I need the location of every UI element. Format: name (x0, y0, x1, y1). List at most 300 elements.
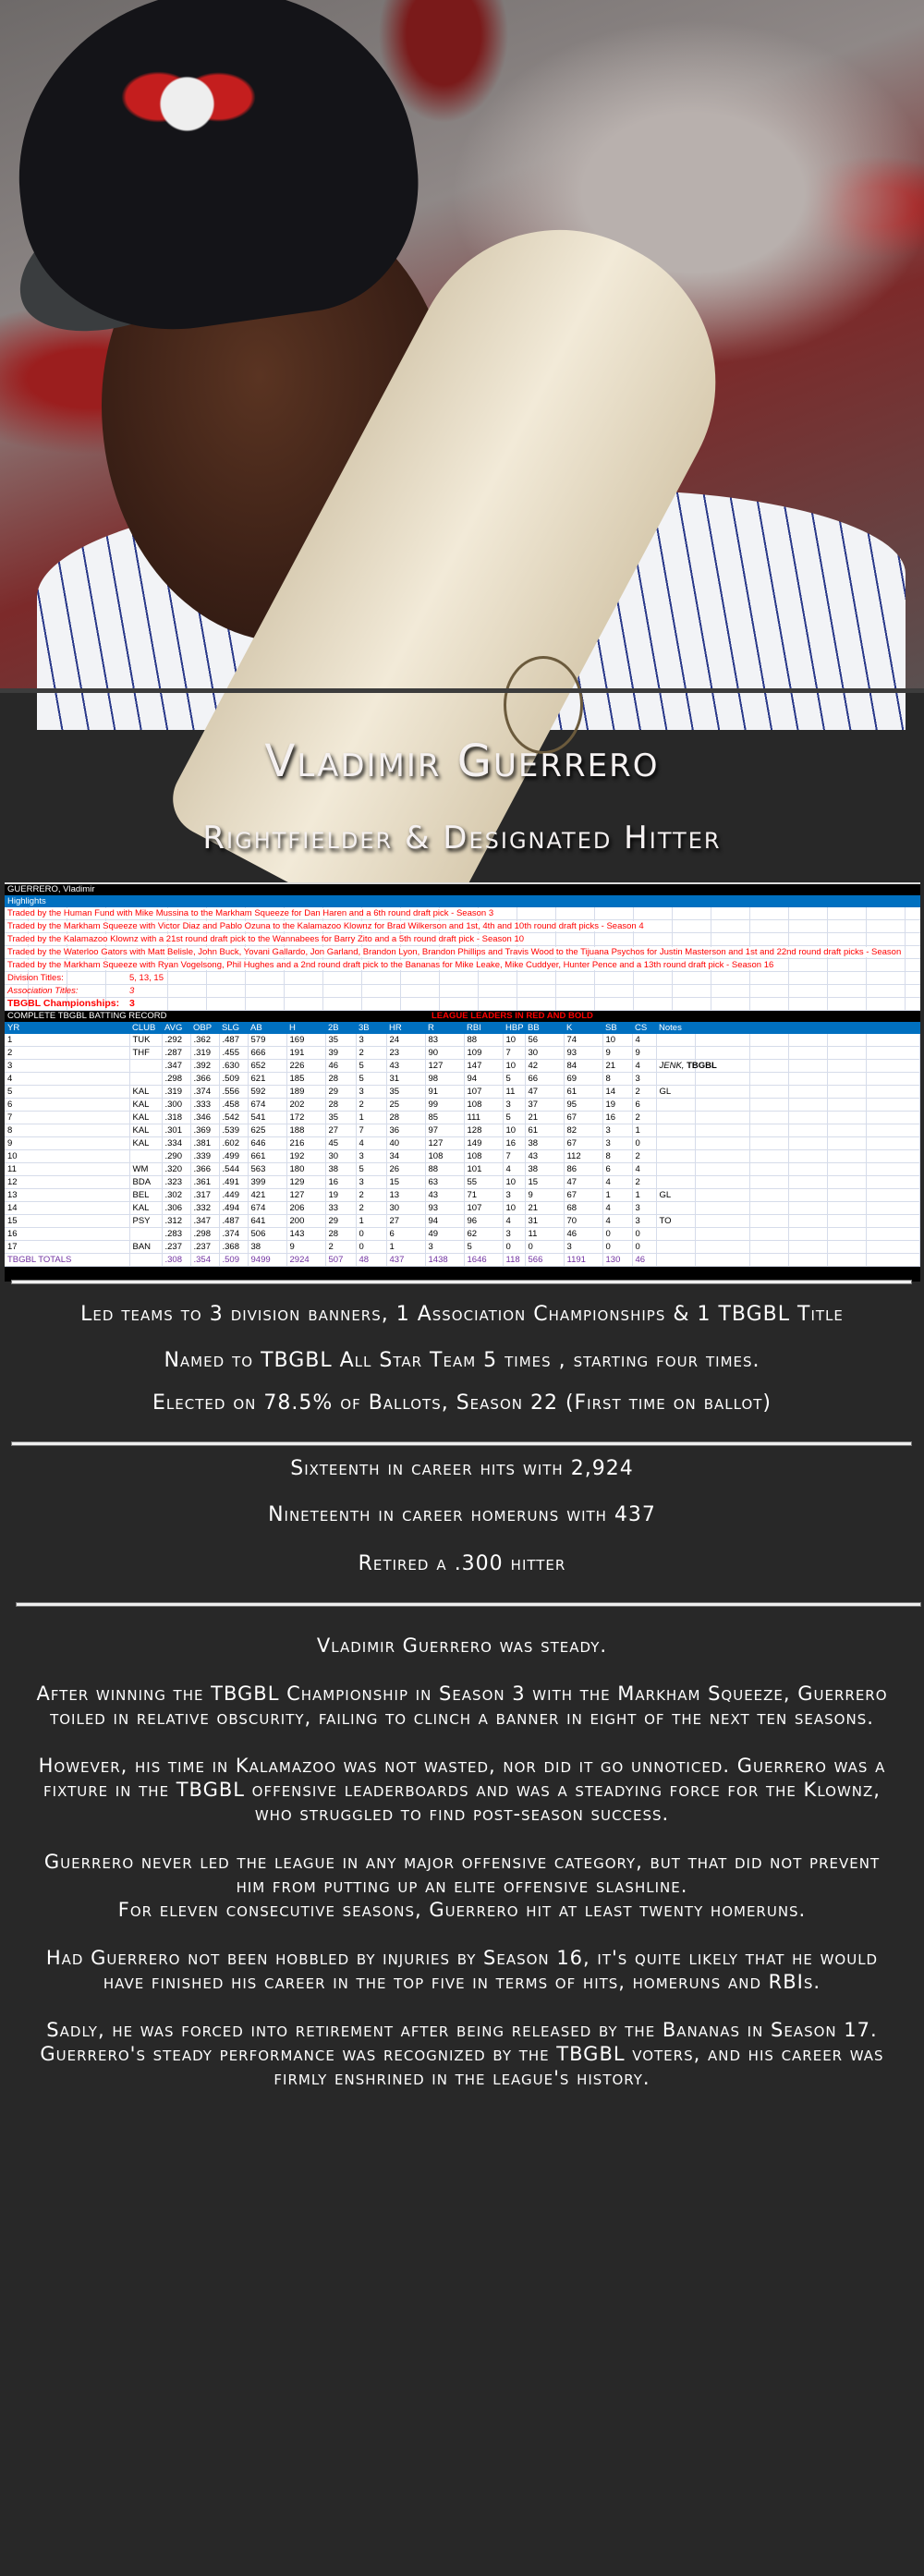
table-cell: 5 (5, 1086, 129, 1099)
table-cell: .301 (162, 1124, 190, 1137)
table-cell: .455 (219, 1047, 248, 1060)
ranking-line: Sixteenth in career hits with 2,924 (290, 1457, 634, 1480)
table-row (5, 1047, 920, 1060)
division-titles-row (5, 972, 920, 985)
table-cell: KAL (129, 1086, 162, 1099)
table-cell: .392 (190, 1060, 219, 1073)
table-cell (656, 1228, 695, 1241)
table-cell (827, 1228, 866, 1241)
table-cell (788, 1112, 827, 1124)
table-cell (749, 1112, 788, 1124)
table-cell: 16 (325, 1176, 356, 1189)
table-cell (788, 1086, 827, 1099)
table-cell: KAL (129, 1112, 162, 1124)
table-cell: 2 (632, 1150, 656, 1163)
table-cell: .347 (162, 1060, 190, 1073)
table-cell: 86 (564, 1163, 602, 1176)
table-cell: 88 (425, 1163, 464, 1176)
table-cell: 30 (525, 1047, 564, 1060)
table-cell: 39 (325, 1047, 356, 1060)
table-cell: .317 (190, 1189, 219, 1202)
table-cell: 107 (464, 1086, 503, 1099)
column-header: HBP (503, 1022, 525, 1034)
table-cell: 38 (525, 1163, 564, 1176)
table-cell (656, 1241, 695, 1254)
table-cell: 3 (632, 1073, 656, 1086)
narrative-paragraph: Guerrero never led the league in any major offensive category, but that did not prevent him from putting up an elite offensive slashline. (43, 1851, 881, 1897)
table-cell: 15 (5, 1215, 129, 1228)
table-cell (656, 1124, 695, 1137)
association-titles-value: 3 (129, 986, 135, 996)
table-cell: 4 (602, 1176, 632, 1189)
table-cell: 127 (425, 1137, 464, 1150)
table-cell: 129 (286, 1176, 325, 1189)
table-cell: 579 (248, 1034, 286, 1047)
table-cell: 62 (464, 1228, 503, 1241)
table-cell: .318 (162, 1112, 190, 1124)
table-cell: BEL (129, 1189, 162, 1202)
table-cell: 3 (356, 1034, 386, 1047)
table-row (5, 1228, 920, 1241)
table-cell: 661 (248, 1150, 286, 1163)
table-cell: .362 (190, 1034, 219, 1047)
table-cell: BDA (129, 1176, 162, 1189)
table-cell (656, 1254, 695, 1267)
table-cell: PSY (129, 1215, 162, 1228)
table-cell: 3 (602, 1124, 632, 1137)
table-cell: 28 (325, 1099, 356, 1112)
table-cell (788, 1099, 827, 1112)
table-cell: 9 (632, 1047, 656, 1060)
column-header (866, 1022, 920, 1034)
table-cell: .509 (219, 1073, 248, 1086)
table-cell: .369 (190, 1124, 219, 1137)
table-cell: 2 (356, 1202, 386, 1215)
table-cell (749, 1176, 788, 1189)
photo-divider (0, 688, 924, 693)
table-cell: 674 (248, 1202, 286, 1215)
table-cell (827, 1099, 866, 1112)
table-cell: 10 (503, 1124, 525, 1137)
accolade-line: Elected on 78.5% of Ballots, Season 22 (First time on ballot) (152, 1391, 772, 1415)
table-cell: 101 (464, 1163, 503, 1176)
table-cell: 9 (525, 1189, 564, 1202)
table-cell: 127 (425, 1060, 464, 1073)
table-cell (827, 1034, 866, 1047)
table-cell: 507 (325, 1254, 356, 1267)
table-cell: 28 (325, 1073, 356, 1086)
table-cell: 1 (5, 1034, 129, 1047)
table-cell: .487 (219, 1215, 248, 1228)
table-cell (656, 1060, 717, 1073)
table-cell: 7 (356, 1124, 386, 1137)
table-cell: 111 (464, 1112, 503, 1124)
table-cell: 1 (632, 1189, 656, 1202)
table-cell: 108 (425, 1150, 464, 1163)
table-cell: 15 (525, 1176, 564, 1189)
player-photo (0, 0, 924, 688)
association-titles-label: Association Titles: (7, 986, 79, 996)
table-cell: KAL (129, 1099, 162, 1112)
table-cell: 3 (356, 1176, 386, 1189)
table-cell: .323 (162, 1176, 190, 1189)
table-cell: TBGBL TOTALS (5, 1254, 129, 1267)
table-cell: 5 (503, 1112, 525, 1124)
table-cell: .302 (162, 1189, 190, 1202)
table-cell: 6 (386, 1228, 425, 1241)
table-cell: .300 (162, 1099, 190, 1112)
table-cell: 5 (356, 1060, 386, 1073)
table-cell (788, 1215, 827, 1228)
table-cell: 23 (386, 1047, 425, 1060)
table-cell: .334 (162, 1137, 190, 1150)
table-cell: 63 (425, 1176, 464, 1189)
table-cell: 7 (503, 1047, 525, 1060)
table-cell (866, 1202, 920, 1215)
table-cell (749, 1073, 788, 1086)
table-cell (656, 1163, 695, 1176)
table-cell (788, 1073, 827, 1086)
league-leaders-note: LEAGUE LEADERS IN RED AND BOLD (432, 1011, 593, 1021)
player-position: Rightfielder & Designated Hitter (202, 820, 722, 857)
table-cell (695, 1137, 749, 1150)
table-cell: 147 (464, 1060, 503, 1073)
table-cell: 2924 (286, 1254, 325, 1267)
table-cell: 82 (564, 1124, 602, 1137)
table-row (5, 1086, 920, 1099)
table-cell (827, 1202, 866, 1215)
table-cell: 180 (286, 1163, 325, 1176)
table-cell: GL (656, 1086, 695, 1099)
table-cell (695, 1124, 749, 1137)
table-cell: 674 (248, 1099, 286, 1112)
table-cell: 563 (248, 1163, 286, 1176)
table-cell: 46 (325, 1060, 356, 1073)
table-cell: 2 (356, 1189, 386, 1202)
highlights-header: Highlights (5, 895, 920, 907)
table-cell (788, 1060, 827, 1073)
table-cell: 30 (386, 1202, 425, 1215)
table-cell: 7 (503, 1150, 525, 1163)
table-cell: BAN (129, 1241, 162, 1254)
table-row (5, 1112, 920, 1124)
table-cell: 108 (464, 1150, 503, 1163)
column-header: SB (602, 1022, 632, 1034)
table-cell (695, 1202, 749, 1215)
table-cell: .287 (162, 1047, 190, 1060)
column-header: CS (632, 1022, 656, 1034)
table-cell: .354 (190, 1254, 219, 1267)
table-cell (866, 1047, 920, 1060)
table-cell: 4 (632, 1163, 656, 1176)
column-header: AB (248, 1022, 286, 1034)
table-cell: 1646 (464, 1254, 503, 1267)
table-cell: 641 (248, 1215, 286, 1228)
table-cell: 1 (632, 1124, 656, 1137)
table-cell (749, 1124, 788, 1137)
table-cell: 67 (564, 1189, 602, 1202)
table-cell: 88 (464, 1034, 503, 1047)
table-cell: 0 (602, 1241, 632, 1254)
table-cell: 67 (564, 1137, 602, 1150)
column-header: SLG (219, 1022, 248, 1034)
table-cell: 2 (356, 1099, 386, 1112)
table-cell: .346 (190, 1112, 219, 1124)
divider-rule (11, 1441, 912, 1446)
table-cell (827, 1060, 866, 1073)
divider-rule (11, 1280, 912, 1284)
table-cell: 0 (503, 1241, 525, 1254)
table-cell (788, 1137, 827, 1150)
table-cell: 31 (386, 1073, 425, 1086)
table-cell: 206 (286, 1202, 325, 1215)
table-cell (129, 1228, 162, 1241)
table-cell: 5 (356, 1073, 386, 1086)
table-cell (749, 1137, 788, 1150)
table-cell: 38 (325, 1163, 356, 1176)
table-cell: 109 (464, 1047, 503, 1060)
table-cell (827, 1086, 866, 1099)
table-cell: .544 (219, 1163, 248, 1176)
batting-record-title: COMPLETE TBGBL BATTING RECORD (7, 1011, 167, 1021)
table-cell: 621 (248, 1073, 286, 1086)
column-header: YR (5, 1022, 129, 1034)
table-cell: 5 (464, 1241, 503, 1254)
table-cell (827, 1176, 866, 1189)
table-cell: .449 (219, 1189, 248, 1202)
table-cell: 8 (602, 1073, 632, 1086)
table-cell (656, 1034, 695, 1047)
table-cell (656, 1099, 695, 1112)
table-cell (656, 1176, 695, 1189)
table-cell: 8 (602, 1150, 632, 1163)
table-cell: 5 (503, 1073, 525, 1086)
table-cell: 28 (386, 1112, 425, 1124)
table-row (5, 1215, 920, 1228)
table-cell: .361 (190, 1176, 219, 1189)
table-cell: 107 (464, 1202, 503, 1215)
table-cell: 14 (602, 1086, 632, 1099)
table-cell: .491 (219, 1176, 248, 1189)
table-cell: 47 (564, 1176, 602, 1189)
highlight-row (5, 959, 920, 972)
narrative-paragraph: After winning the TBGBL Championship in Season 3 with the Markham Squeeze, Guerrero toiled in relative obscurity, failing to clinch a banner in eight of the next ten seasons. (36, 1683, 888, 1729)
table-cell: 1 (602, 1189, 632, 1202)
table-cell (129, 1254, 162, 1267)
table-cell: 95 (564, 1099, 602, 1112)
table-cell (695, 1047, 749, 1060)
table-cell: 74 (564, 1034, 602, 1047)
table-cell (827, 1112, 866, 1124)
accolade-line: Named to TBGBL All Star Team 5 times , starting four times. (164, 1349, 760, 1372)
table-cell: .298 (190, 1228, 219, 1241)
table-cell (866, 1137, 920, 1150)
table-cell (827, 1047, 866, 1060)
table-cell: 6 (632, 1099, 656, 1112)
table-cell: 652 (248, 1060, 286, 1073)
table-cell: 0 (525, 1241, 564, 1254)
table-row (5, 1034, 920, 1047)
table-cell: 11 (5, 1163, 129, 1176)
table-cell: .290 (162, 1150, 190, 1163)
table-cell (866, 1189, 920, 1202)
table-cell: .366 (190, 1163, 219, 1176)
table-cell (788, 1163, 827, 1176)
table-cell (695, 1228, 749, 1241)
table-cell (695, 1112, 749, 1124)
championships-label: TBGBL Championships: (7, 998, 120, 1009)
note-award: JENK, (659, 1061, 685, 1071)
table-cell: 11 (503, 1086, 525, 1099)
table-cell (866, 1124, 920, 1137)
table-cell (695, 1034, 749, 1047)
table-cell: 46 (632, 1254, 656, 1267)
table-cell: 4 (602, 1202, 632, 1215)
table-cell: 30 (325, 1150, 356, 1163)
table-cell: 188 (286, 1124, 325, 1137)
table-cell: 172 (286, 1112, 325, 1124)
column-header: R (425, 1022, 464, 1034)
table-cell: .332 (190, 1202, 219, 1215)
table-cell (749, 1060, 788, 1073)
table-cell: .602 (219, 1137, 248, 1150)
table-cell (827, 1254, 866, 1267)
table-cell: .499 (219, 1150, 248, 1163)
table-cell: 3 (356, 1150, 386, 1163)
clown-logo-icon (116, 28, 259, 166)
table-cell: .237 (190, 1241, 219, 1254)
table-cell: 45 (325, 1137, 356, 1150)
table-header-row (5, 1022, 920, 1034)
table-cell: 46 (564, 1228, 602, 1241)
column-header: RBI (464, 1022, 503, 1034)
table-cell: 118 (503, 1254, 525, 1267)
table-cell: 71 (464, 1189, 503, 1202)
table-cell (695, 1099, 749, 1112)
narrative-paragraph: However, his time in Kalamazoo was not wasted, nor did it go unnoticed. Guerrero was a fixture in the TBGBL offensive leaderboards and was a steadying force for the Klownz, who struggled to find post-season success. (38, 1755, 886, 1825)
table-cell: 36 (386, 1124, 425, 1137)
table-cell: 34 (386, 1150, 425, 1163)
table-cell (129, 1060, 162, 1073)
table-cell: 83 (425, 1034, 464, 1047)
table-cell: 437 (386, 1254, 425, 1267)
table-cell: .339 (190, 1150, 219, 1163)
table-cell: 35 (386, 1086, 425, 1099)
table-cell (788, 1034, 827, 1047)
table-cell: 16 (503, 1137, 525, 1150)
table-cell (866, 1241, 920, 1254)
accolade-line: Led teams to 3 division banners, 1 Association Championships & 1 TBGBL Title (80, 1303, 844, 1326)
table-cell (129, 1073, 162, 1086)
table-cell: 592 (248, 1086, 286, 1099)
table-cell: 38 (525, 1137, 564, 1150)
table-cell: 149 (464, 1137, 503, 1150)
narrative-paragraph: Vladimir Guerrero was steady. (316, 1634, 608, 1657)
table-cell (866, 1163, 920, 1176)
table-cell: 61 (525, 1124, 564, 1137)
table-cell: 3 (632, 1202, 656, 1215)
table-cell: 67 (564, 1112, 602, 1124)
table-cell: 3 (425, 1241, 464, 1254)
table-cell (827, 1163, 866, 1176)
table-cell (749, 1202, 788, 1215)
table-cell: 10 (503, 1202, 525, 1215)
table-cell: 128 (464, 1124, 503, 1137)
column-header (788, 1022, 827, 1034)
table-cell (866, 1254, 920, 1267)
table-cell (695, 1176, 749, 1189)
table-cell: 189 (286, 1086, 325, 1099)
table-cell: 9 (5, 1137, 129, 1150)
table-cell: 421 (248, 1189, 286, 1202)
table-cell: 541 (248, 1112, 286, 1124)
table-cell: .283 (162, 1228, 190, 1241)
table-cell: KAL (129, 1124, 162, 1137)
table-cell: 16 (602, 1112, 632, 1124)
column-header: HR (386, 1022, 425, 1034)
table-cell: .292 (162, 1034, 190, 1047)
table-cell (788, 1150, 827, 1163)
table-cell: 2 (632, 1176, 656, 1189)
batting-record-table (5, 1022, 920, 1267)
championships-row (5, 998, 920, 1011)
column-header: BB (525, 1022, 564, 1034)
table-cell: 97 (425, 1124, 464, 1137)
table-cell: 56 (525, 1034, 564, 1047)
table-cell (788, 1228, 827, 1241)
table-cell: .366 (190, 1073, 219, 1086)
column-header: H (286, 1022, 325, 1034)
highlight-text: Traded by the Waterloo Gators with Matt Belisle, John Buck, Yovani Gallardo, Jon Garland, Brandon Lyon, Brandon Phillips and Travis Wood to the Tijuana Psychos for Justin Masterson and 1st and 22nd round draft picks - Season (7, 947, 902, 957)
table-cell: 4 (503, 1163, 525, 1176)
table-cell: .542 (219, 1112, 248, 1124)
career-narrative (28, 1634, 896, 2114)
table-cell: 2 (632, 1112, 656, 1124)
table-cell (788, 1202, 827, 1215)
table-cell: KAL (129, 1202, 162, 1215)
table-cell (656, 1137, 695, 1150)
table-cell: 96 (464, 1215, 503, 1228)
table-cell (749, 1189, 788, 1202)
table-cell: 38 (248, 1241, 286, 1254)
table-cell: 11 (525, 1228, 564, 1241)
table-cell: 4 (503, 1215, 525, 1228)
table-cell (827, 1241, 866, 1254)
table-cell: 55 (464, 1176, 503, 1189)
column-header: 2B (325, 1022, 356, 1034)
table-cell: 13 (386, 1189, 425, 1202)
table-cell (866, 1086, 920, 1099)
table-cell: 216 (286, 1137, 325, 1150)
table-cell: 108 (464, 1099, 503, 1112)
table-cell: 625 (248, 1124, 286, 1137)
highlight-text: Traded by the Markham Squeeze with Ryan Vogelsong, Phil Hughes and a 2nd round draft pick to the Bananas for Mike Leake, Mike Cuddyer, Hunter Pence and a 13th round draft pick - Season 16 (7, 960, 774, 970)
table-row (5, 1202, 920, 1215)
table-cell: 42 (525, 1060, 564, 1073)
table-cell: THF (129, 1047, 162, 1060)
table-cell: 0 (356, 1228, 386, 1241)
table-cell: 94 (425, 1215, 464, 1228)
table-cell: 21 (525, 1112, 564, 1124)
table-cell: 3 (356, 1086, 386, 1099)
table-cell: .312 (162, 1215, 190, 1228)
table-cell: 6 (602, 1163, 632, 1176)
totals-row (5, 1254, 920, 1267)
table-cell (656, 1112, 695, 1124)
table-cell: 0 (602, 1228, 632, 1241)
table-cell (749, 1228, 788, 1241)
divider-rule (16, 1602, 921, 1607)
